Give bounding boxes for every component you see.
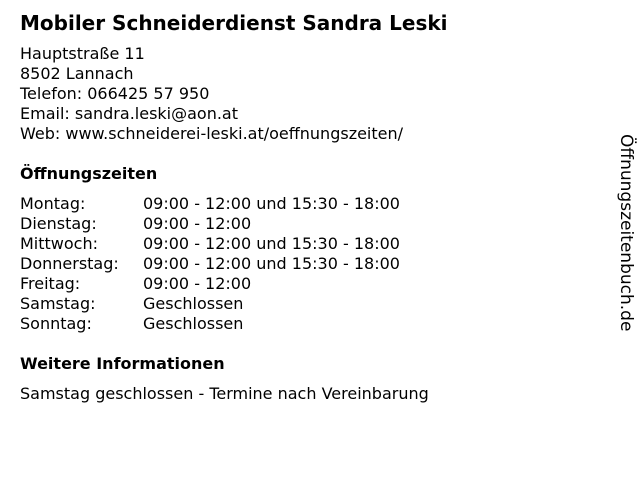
hours-value: Geschlossen (143, 294, 244, 313)
hours-value: 09:00 - 12:00 und 15:30 - 18:00 (143, 254, 400, 273)
table-row (20, 274, 400, 294)
table-row (20, 194, 400, 214)
table-row (20, 234, 400, 254)
table-row (20, 314, 400, 334)
opening-hours-heading: Öffnungszeiten (20, 164, 158, 183)
opening-hours-table (20, 194, 400, 334)
day-label: Dienstag: (20, 214, 97, 233)
day-label: Samstag: (20, 294, 96, 313)
day-label: Mittwoch: (20, 234, 98, 253)
business-name: Mobiler Schneiderdienst Sandra Leski (20, 11, 448, 35)
table-row (20, 294, 400, 314)
web-line: Web: www.schneiderei-leski.at/oeffnungszeiten/ (20, 124, 404, 143)
more-info-heading: Weitere Informationen (20, 354, 225, 373)
address-city: 8502 Lannach (20, 64, 134, 83)
day-label: Freitag: (20, 274, 81, 293)
hours-value: Geschlossen (143, 314, 244, 333)
phone-line: Telefon: 066425 57 950 (20, 84, 210, 103)
day-label: Sonntag: (20, 314, 92, 333)
table-row (20, 254, 400, 274)
more-info-text: Samstag geschlossen - Termine nach Vereinbarung (20, 384, 429, 403)
hours-value: 09:00 - 12:00 (143, 214, 252, 233)
hours-value: 09:00 - 12:00 und 15:30 - 18:00 (143, 234, 400, 253)
hours-value: 09:00 - 12:00 (143, 274, 252, 293)
day-label: Donnerstag: (20, 254, 119, 273)
site-watermark: Öffnungszeitenbuch.de (616, 134, 636, 332)
table-row (20, 214, 400, 234)
address-street: Hauptstraße 11 (20, 44, 145, 63)
email-line: Email: sandra.leski@aon.at (20, 104, 239, 123)
business-card (20, 10, 600, 404)
hours-value: 09:00 - 12:00 und 15:30 - 18:00 (143, 194, 400, 213)
contact-block (20, 44, 600, 144)
day-label: Montag: (20, 194, 86, 213)
